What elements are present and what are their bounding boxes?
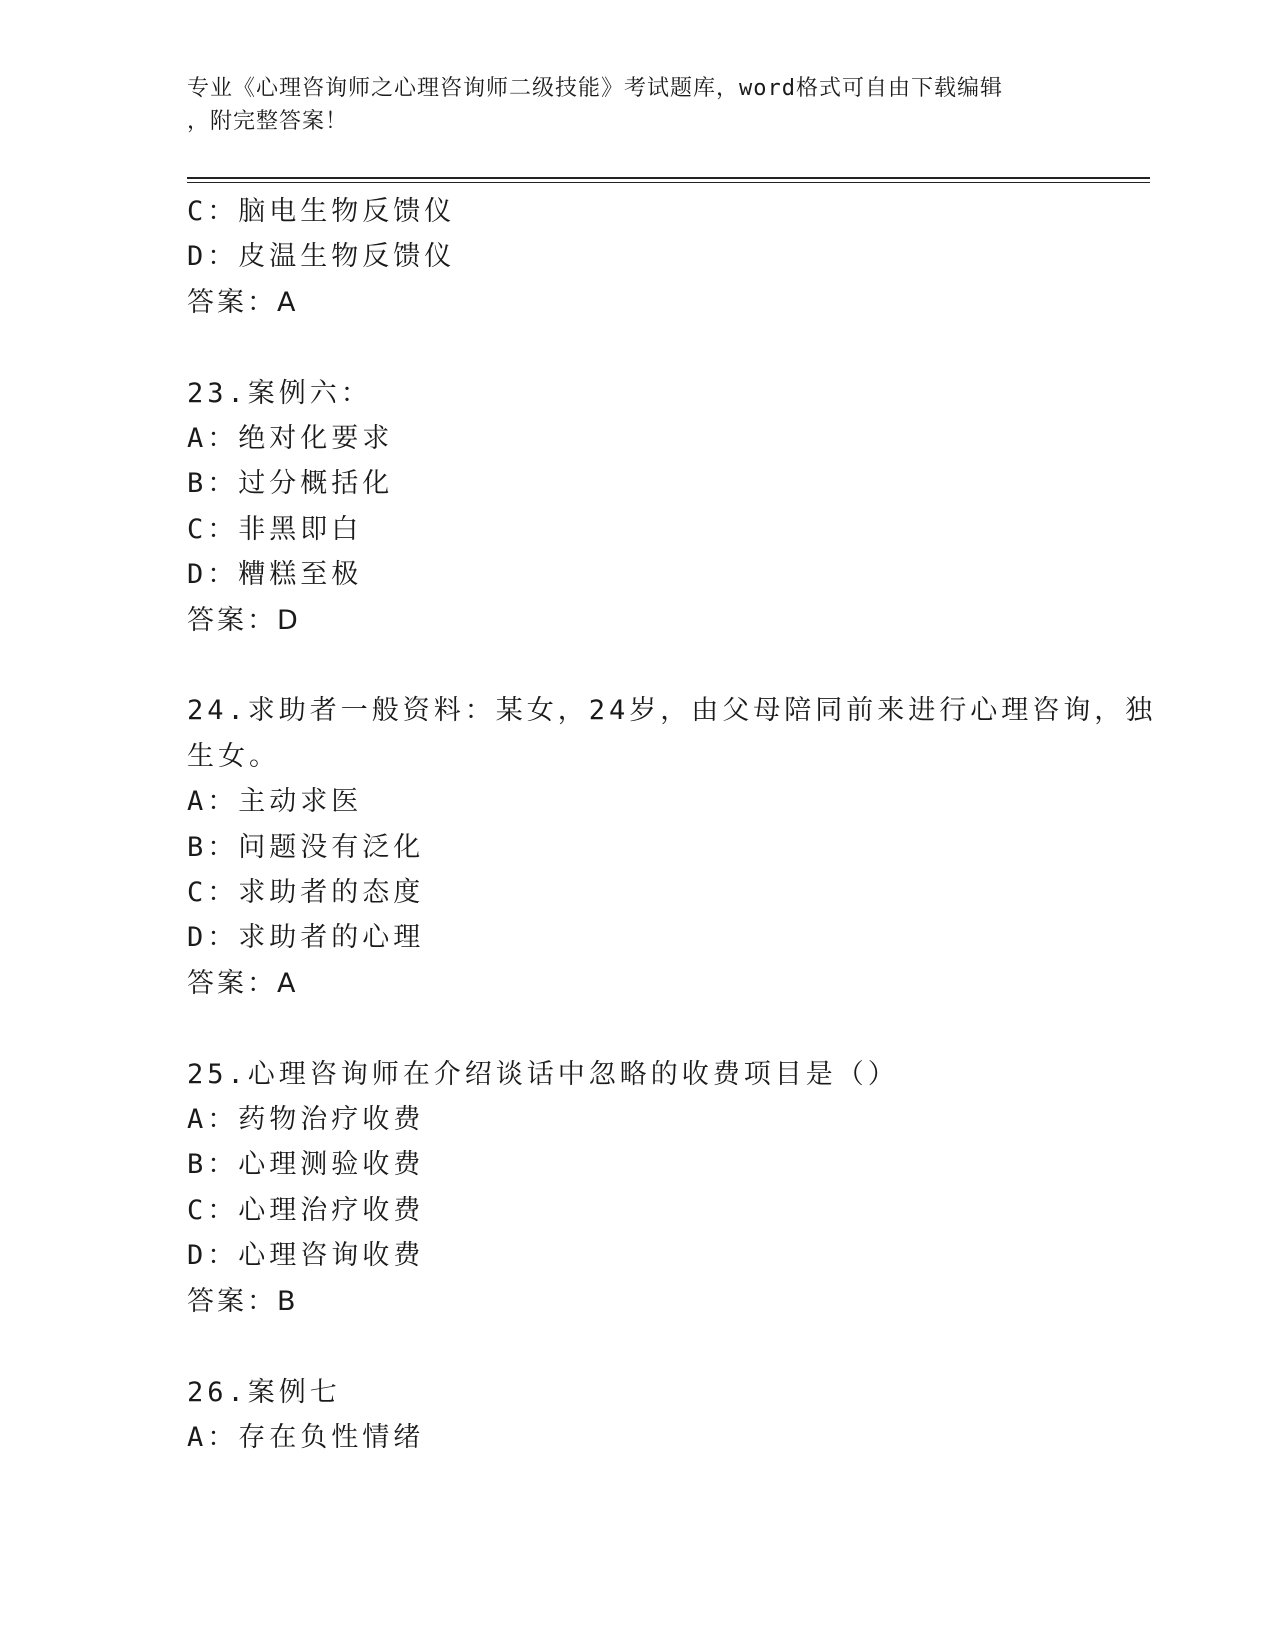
option-d: D：求助者的心理 bbox=[187, 922, 425, 954]
option-a: A：存在负性情绪 bbox=[187, 1421, 425, 1453]
option-b: B：问题没有泛化 bbox=[187, 831, 425, 863]
document-header bbox=[187, 72, 1087, 138]
option-a: A：绝对化要求 bbox=[187, 423, 394, 455]
answer-line: 答案：A bbox=[187, 967, 299, 999]
question-stem: 24.求助者一般资料：某女，24岁，由父母陪同前来进行心理咨询，独 bbox=[187, 695, 1157, 727]
option-c: C：求助者的态度 bbox=[187, 877, 425, 909]
option-a: A：主动求医 bbox=[187, 786, 363, 818]
spacer bbox=[187, 1324, 1107, 1369]
answer-line: 答案：B bbox=[187, 1285, 299, 1317]
option-d: D：心理咨询收费 bbox=[187, 1240, 425, 1272]
spacer bbox=[187, 1006, 1107, 1051]
header-title-line-2: ，附完整答案！ bbox=[187, 109, 349, 134]
option-c: C：非黑即白 bbox=[187, 513, 363, 545]
header-title-line-1: 专业《心理咨询师之心理咨询师二级技能》考试题库，word格式可自由下载编辑 bbox=[187, 76, 1003, 101]
question-stem: 23.案例六： bbox=[187, 377, 372, 409]
option-b: B：心理测验收费 bbox=[187, 1149, 425, 1181]
option-d: D：糟糕至极 bbox=[187, 559, 363, 591]
answer-line: 答案：D bbox=[187, 604, 301, 636]
question-list bbox=[187, 189, 1157, 1460]
option-c: C：心理治疗收费 bbox=[187, 1194, 425, 1226]
spacer bbox=[187, 643, 1107, 688]
question-stem: 25.心理咨询师在介绍谈话中忽略的收费项目是（） bbox=[187, 1058, 899, 1090]
option-d: D：皮温生物反馈仪 bbox=[187, 241, 456, 273]
header-divider-thick bbox=[187, 177, 1150, 179]
option-b: B：过分概括化 bbox=[187, 468, 394, 500]
question-stem-continued: 生女。 bbox=[187, 740, 280, 772]
question-stem: 26.案例七 bbox=[187, 1376, 341, 1408]
option-a: A：药物治疗收费 bbox=[187, 1104, 425, 1136]
option-c: C：脑电生物反馈仪 bbox=[187, 196, 456, 227]
spacer bbox=[187, 325, 1107, 370]
header-divider-thin bbox=[187, 182, 1150, 183]
answer-line: 答案：A bbox=[187, 286, 299, 318]
